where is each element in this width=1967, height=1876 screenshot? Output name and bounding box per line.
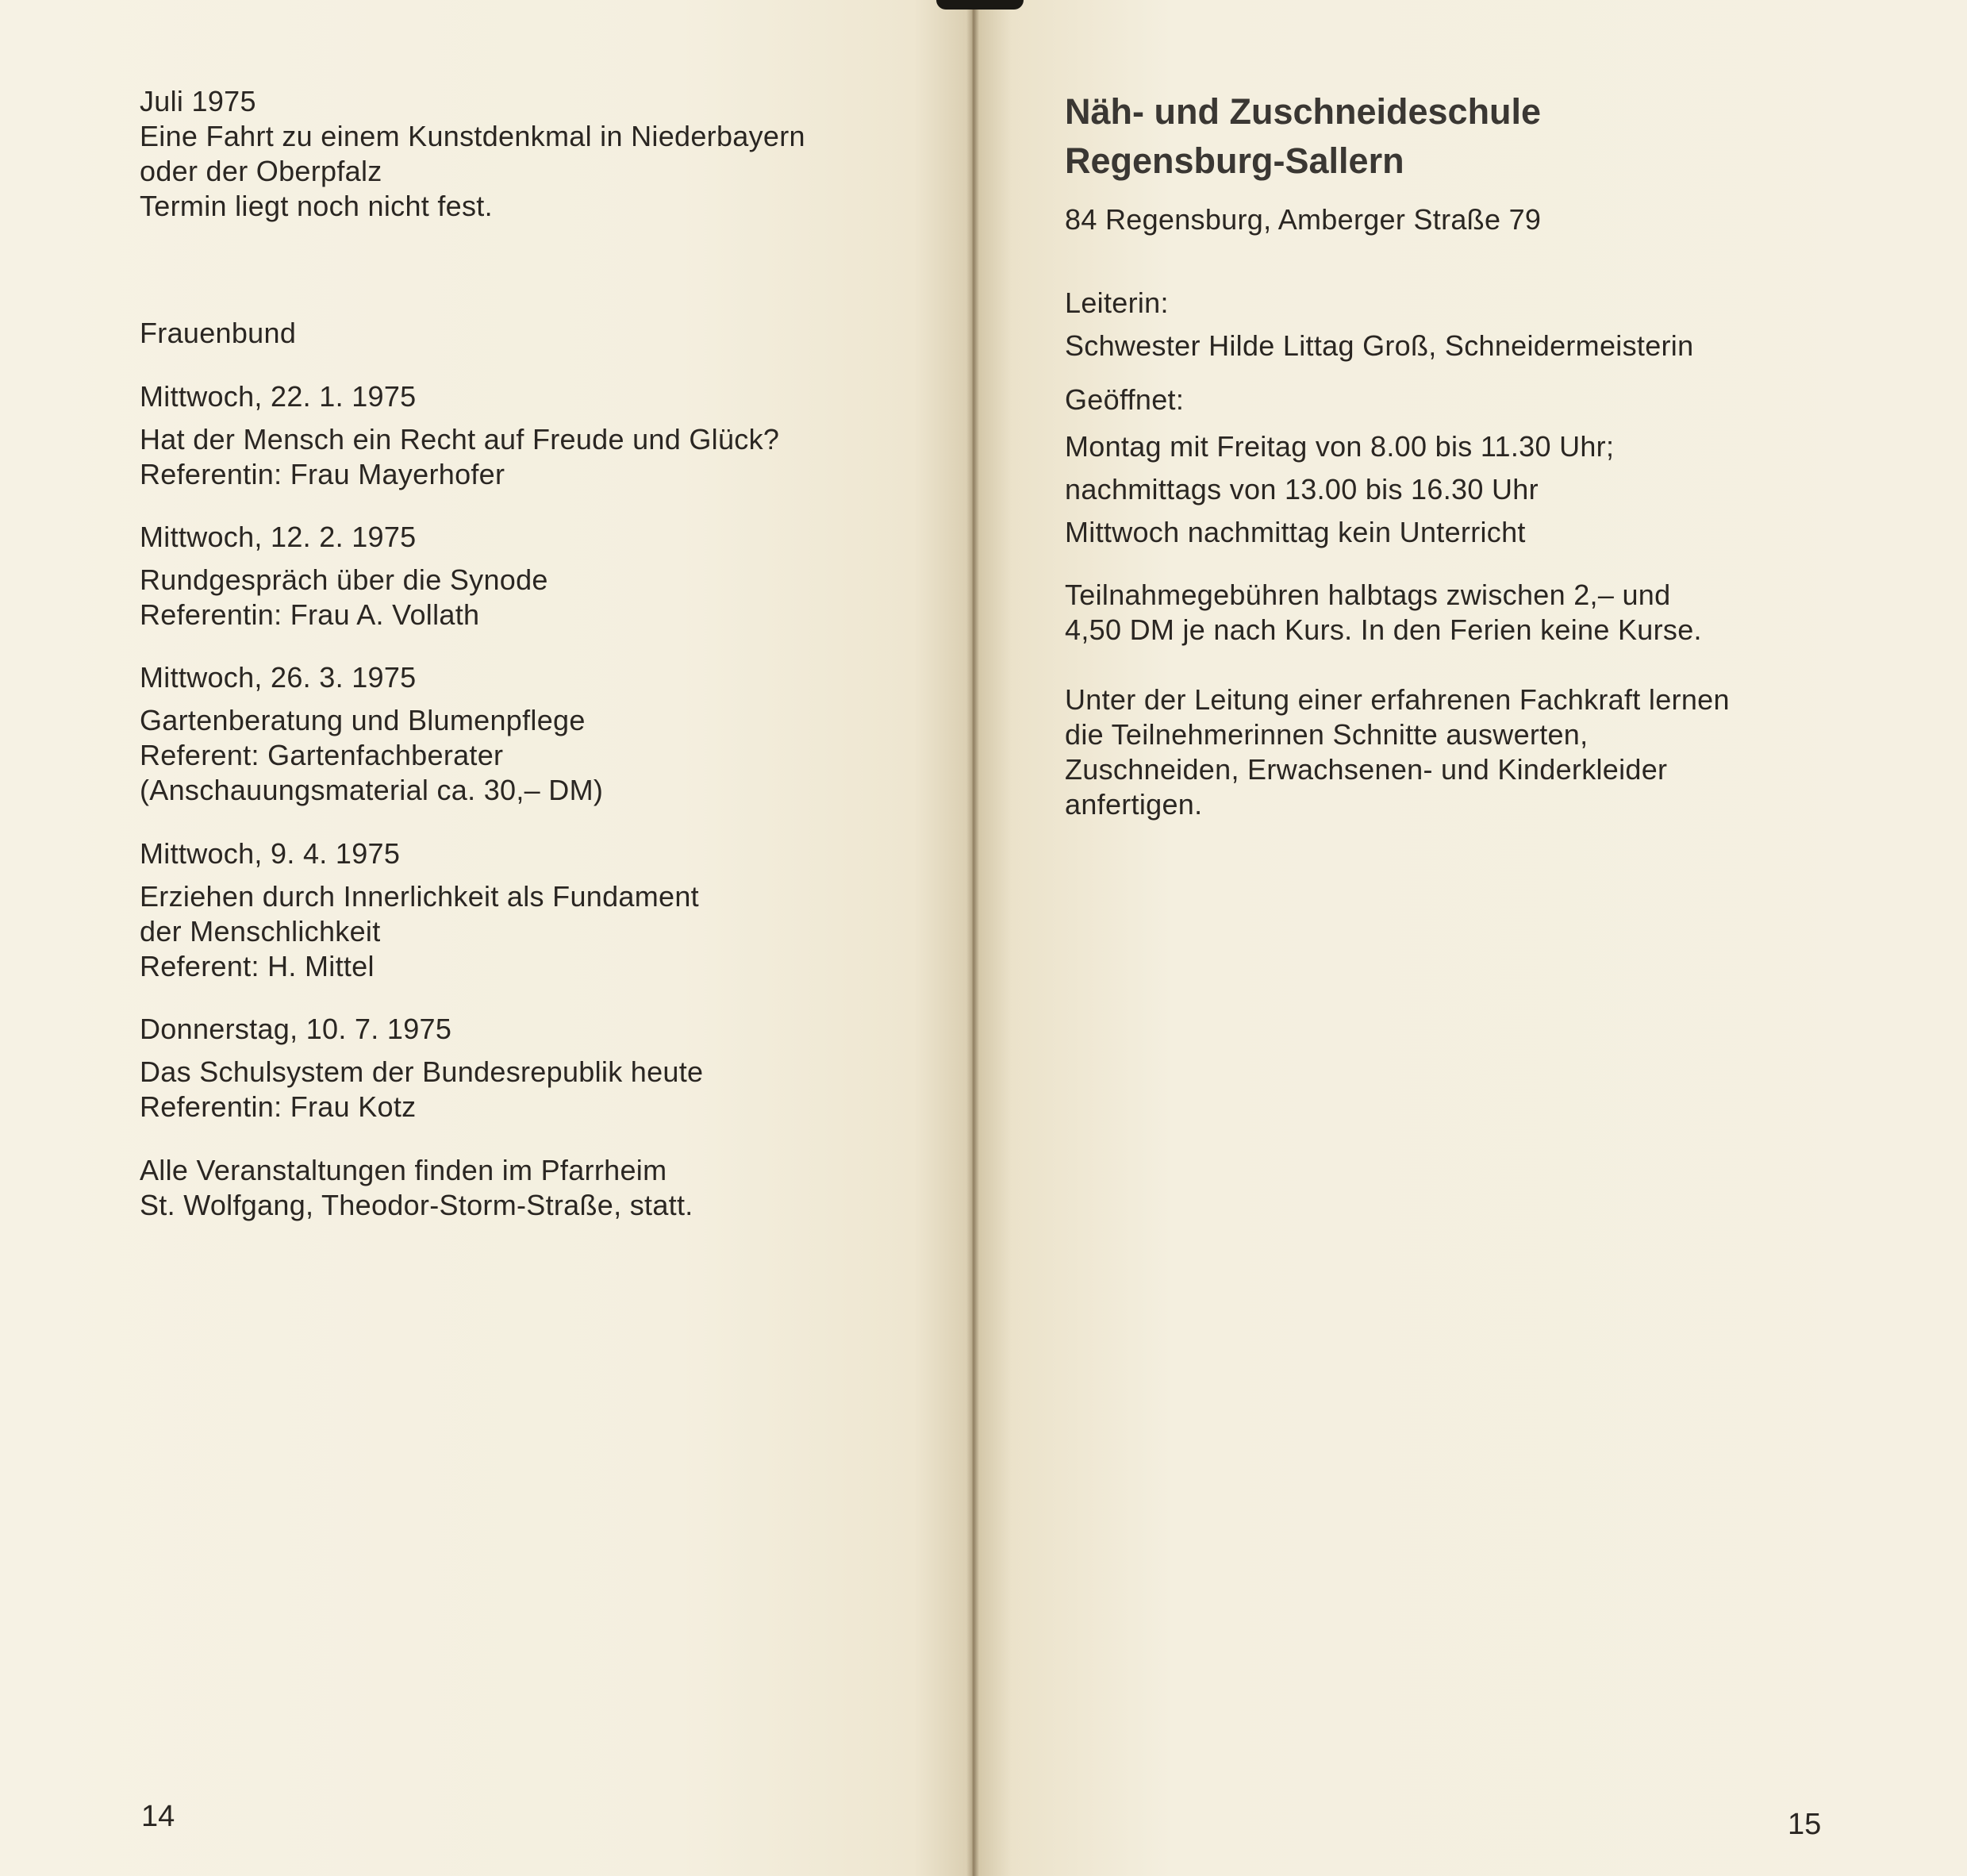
event-entry — [140, 520, 548, 632]
title-line: Regensburg-Sallern — [1065, 140, 1404, 181]
event-date: Mittwoch, 12. 2. 1975 — [140, 521, 417, 553]
fees-block — [1065, 578, 1702, 648]
juli-entry — [140, 84, 805, 224]
event-entry — [140, 836, 699, 984]
description-block — [1065, 682, 1730, 822]
school-title — [1065, 87, 1541, 186]
event-line: Gartenberatung und Blumenpflege — [140, 704, 586, 736]
event-date: Mittwoch, 22. 1. 1975 — [140, 380, 417, 413]
description-line: anfertigen. — [1065, 788, 1203, 821]
event-date: Mittwoch, 26. 3. 1975 — [140, 661, 417, 694]
description-line: Zuschneiden, Erwachsenen- und Kinderkleider — [1065, 753, 1668, 786]
closing-line: St. Wolfgang, Theodor-Storm-Straße, statt. — [140, 1189, 693, 1221]
entry-line: oder der Oberpfalz — [140, 155, 382, 187]
event-line: der Menschlichkeit — [140, 915, 381, 948]
event-line: Referentin: Frau A. Vollath — [140, 598, 480, 631]
event-line: Referentin: Frau Kotz — [140, 1090, 417, 1123]
event-entry — [140, 1012, 703, 1124]
title-line: Näh- und Zuschneideschule — [1065, 91, 1542, 132]
fees-line: 4,50 DM je nach Kurs. In den Ferien keine Kurse. — [1065, 613, 1702, 646]
entry-line: Eine Fahrt zu einem Kunstdenkmal in Niederbayern — [140, 120, 805, 152]
entry-date: Juli 1975 — [140, 85, 256, 117]
right-page — [972, 0, 1967, 1876]
leiterin-value: Schwester Hilde Littag Groß, Schneidermeisterin — [1065, 329, 1694, 362]
event-date: Mittwoch, 9. 4. 1975 — [140, 837, 401, 870]
event-line: Hat der Mensch ein Recht auf Freude und Glück? — [140, 423, 780, 456]
event-line: Rundgespräch über die Synode — [140, 563, 548, 596]
leiterin-block — [1065, 286, 1693, 363]
hours-line: Mittwoch nachmittag kein Unterricht — [1065, 516, 1526, 548]
event-line: Das Schulsystem der Bundesrepublik heute — [140, 1055, 704, 1088]
closing-note — [140, 1153, 693, 1223]
description-line: die Teilnehmerinnen Schnitte auswerten, — [1065, 718, 1589, 751]
closing-line: Alle Veranstaltungen finden im Pfarrheim — [140, 1154, 667, 1186]
event-line: Erziehen durch Innerlichkeit als Fundament — [140, 880, 699, 913]
entry-line: Termin liegt noch nicht fest. — [140, 190, 493, 222]
event-line: (Anschauungsmaterial ca. 30,– DM) — [140, 774, 604, 806]
hours-line: Montag mit Freitag von 8.00 bis 11.30 Uhr; — [1065, 430, 1615, 463]
book-spine — [966, 0, 979, 1876]
leiterin-label: Leiterin: — [1065, 286, 1169, 319]
section-title: Frauenbund — [140, 317, 297, 349]
event-date: Donnerstag, 10. 7. 1975 — [140, 1013, 452, 1045]
event-entry — [140, 660, 603, 808]
event-line: Referent: Gartenfachberater — [140, 739, 504, 771]
event-entry — [140, 379, 779, 492]
fees-line: Teilnahmegebühren halbtags zwischen 2,– und — [1065, 579, 1671, 611]
opening-hours-block — [1065, 383, 1614, 554]
description-line: Unter der Leitung einer erfahrenen Fachkraft lernen — [1065, 683, 1730, 716]
address: 84 Regensburg, Amberger Straße 79 — [1065, 203, 1542, 236]
event-line: Referentin: Frau Mayerhofer — [140, 458, 505, 490]
binding-shadow — [936, 0, 1024, 10]
geoeffnet-label: Geöffnet: — [1065, 383, 1185, 416]
event-line: Referent: H. Mittel — [140, 950, 375, 982]
hours-line: nachmittags von 13.00 bis 16.30 Uhr — [1065, 473, 1539, 506]
page-number: 14 — [141, 1800, 175, 1833]
page-number: 15 — [1788, 1808, 1822, 1841]
